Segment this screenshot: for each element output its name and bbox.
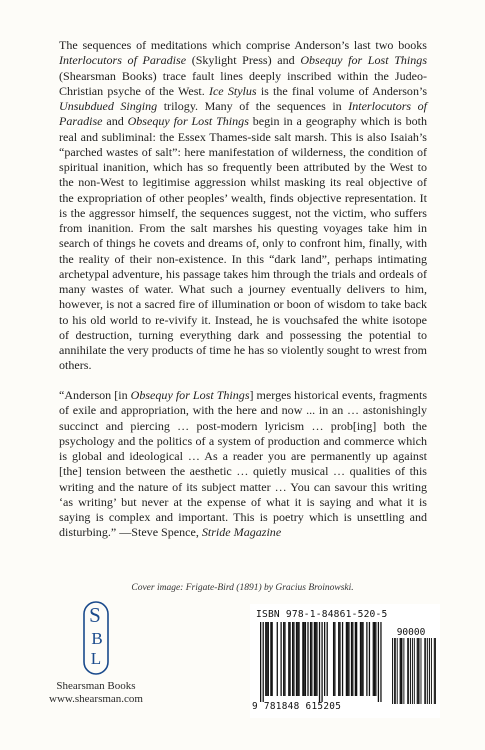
barcode-bar [311, 622, 312, 696]
barcode-bar [293, 622, 294, 696]
addon-bar [394, 638, 395, 704]
blurb-text: and [102, 114, 128, 129]
barcode-bar [355, 622, 356, 696]
barcode-bar [270, 622, 271, 696]
addon-bar [401, 638, 402, 704]
book-title-italic: Ice Stylus [208, 83, 257, 98]
barcode-digits: 9 781848 615205 [252, 701, 342, 712]
barcode-bar [297, 622, 298, 696]
blurb-text: begin in a geography which is both real and subliminal: the Essex Thames-side salt marsh. This is also Isaiah’s “parched wastes of salt”: here manifestation of wilderness, the condition of spiritual inanition, which has so frequently been attributed by the West to the non-West to legitimise aggression whilst masking its real objective of the expropriation of other peoples’ wealth, finds objective representation. It is the aggressor himself, the sequences suggest, not the victim, who suffers from inanition. From the salt marshes his questing voyages take him in search of things he covets and dreams of, only to confront him, finally, with the reality of their non-existence. In this “dark land”, perhaps intimating archetypal adventure, his passage takes him through the trials and ordeals of many wastes of water. What such a journey eventually delivers to him, however, is not a sacred fire of illumination or boon of wisdom to take back to his old world to re-vivify it. Instead, he is vouchsafed the white isotope of destruction, turning everything dark and possessing the potential to annihilate the very products of time he has so violently sought to wrest from others. [59, 114, 427, 373]
isbn-label: ISBN 978-1-84861-520-5 [256, 609, 388, 620]
cover-image-credit: Cover image: Frigate-Bird (1891) by Gracius Broinowski. [131, 583, 354, 593]
barcode-bar [348, 622, 349, 696]
blurb-text: The sequences of meditations which comprise Anderson’s last two books [59, 38, 427, 52]
addon-bar [419, 638, 420, 704]
addon-bar [400, 638, 401, 704]
barcode-bar [327, 622, 328, 696]
barcode-bar [356, 622, 357, 696]
shearsman-logo-icon [72, 600, 120, 676]
barcode-bar [339, 622, 340, 696]
review-paragraph [59, 388, 427, 541]
book-title-italic: Obsequy for Lost Things [130, 388, 250, 402]
addon-bar [427, 638, 428, 704]
publisher-block [24, 600, 168, 730]
blurb-text: is the final volume of Anderson’s [256, 83, 428, 98]
barcode-bar [314, 622, 315, 696]
barcode-bar [266, 622, 267, 696]
barcode-bar [321, 622, 322, 702]
addon-bar [403, 638, 404, 704]
book-title-italic: Unsubdued Singing [59, 99, 158, 113]
addon-bar [434, 638, 435, 704]
barcode-bar [366, 622, 367, 696]
blurb-text: (Shearsman Books) trace fault lines deeply inscribed within the Judeo-Christian psyche of the West. [59, 68, 427, 98]
barcode-bar [338, 622, 339, 696]
addon-bar [407, 638, 408, 704]
barcode-bar [361, 622, 362, 696]
barcode-bar [342, 622, 343, 696]
addon-bar [435, 638, 436, 704]
barcode-bar [305, 622, 306, 696]
svg-text:B: B [91, 629, 103, 648]
barcode-bar [346, 622, 347, 696]
barcode-bar [280, 622, 281, 696]
review-text: ] merges historical events, fragments of exile and appropriation, with the here and now ... in an … astonishingly succinct and piercing … post-modern lyricism … prob[ing] both the psychology and the politics of a system of production and commerce which is global and ideological … As a reader you are permanently up against [the] tension between the aesthetic … quietly musical … qualities of this writing and the nature of its subject matter … You can savour this writing ‘as writing’ but never at the expense of what it is saying and what it is saying is complex and important. This is poetry which is unsettling and disturbing.” —Steve Spence, [59, 388, 428, 540]
barcode-bar [369, 622, 370, 696]
addon-bar [395, 638, 396, 704]
book-blurb [59, 38, 427, 374]
barcode-bar [283, 622, 284, 696]
addon-bar [414, 638, 415, 704]
barcode-bar [268, 622, 269, 696]
blurb-text: trilogy. Many of the sequences in [157, 99, 349, 113]
barcode-bar [310, 622, 311, 696]
barcode-bar [307, 622, 308, 696]
addon-bar [417, 638, 418, 704]
magazine-title-italic: Stride Magazine [201, 525, 282, 540]
barcode-bar [333, 622, 334, 696]
isbn-barcode [250, 604, 440, 718]
barcode-bar [352, 622, 353, 696]
barcode-bar [272, 622, 273, 696]
book-title-italic: Interlocutors of Paradise [59, 53, 187, 68]
barcode-bar [284, 622, 285, 696]
barcode-bar [298, 622, 299, 696]
barcode-bar [319, 622, 320, 702]
book-title-italic: Interlocutors of Paradise [59, 99, 427, 129]
blurb-paragraph [59, 38, 427, 374]
addon-bar [421, 638, 422, 704]
book-title-italic: Obsequy for Lost Things [127, 114, 249, 129]
barcode-bar [296, 622, 297, 696]
addon-bar [424, 638, 425, 704]
barcode-bar [265, 622, 266, 696]
addon-bar [425, 638, 426, 704]
addon-bar [412, 638, 413, 704]
publisher-url: www.shearsman.com [49, 693, 143, 705]
barcode-bar [375, 622, 376, 696]
addon-bar [392, 638, 393, 704]
barcode-bar [380, 622, 381, 702]
barcode-bar [316, 622, 317, 696]
barcode-bar [277, 622, 278, 696]
review-text: “Anderson [in [59, 388, 131, 402]
barcode-bar [373, 622, 374, 696]
barcode-bar [315, 622, 316, 696]
addon-bar [431, 638, 432, 704]
barcode-bar [362, 622, 363, 696]
barcode-bar [347, 622, 348, 696]
barcode-bar [288, 622, 289, 696]
book-title-italic: Obsequy for Lost Things [300, 53, 428, 68]
svg-text:L: L [90, 649, 102, 668]
barcode-bar [292, 622, 293, 696]
barcode-bar [260, 622, 261, 702]
addon-bar [408, 638, 409, 704]
barcode-addon-digits: 90000 [396, 627, 426, 638]
publisher-name: Shearsman Books [56, 680, 136, 692]
addon-bar [429, 638, 430, 704]
addon-bar [410, 638, 411, 704]
barcode-bar [302, 622, 303, 696]
barcode-bar [304, 622, 305, 696]
barcode-bar [374, 622, 375, 696]
svg-text:S: S [89, 603, 101, 627]
addon-bar [397, 638, 398, 704]
barcode-bar [324, 622, 325, 696]
barcode-bar [378, 622, 379, 702]
barcode-bar [360, 622, 361, 696]
addon-bar [418, 638, 419, 704]
barcode-bar [263, 622, 264, 702]
barcode-bar [334, 622, 335, 696]
addon-bar [402, 638, 403, 704]
blurb-text: (Skylight Press) and [186, 53, 301, 68]
barcode-bar [289, 622, 290, 696]
review-quote [59, 388, 427, 541]
barcode-bar [351, 622, 352, 696]
